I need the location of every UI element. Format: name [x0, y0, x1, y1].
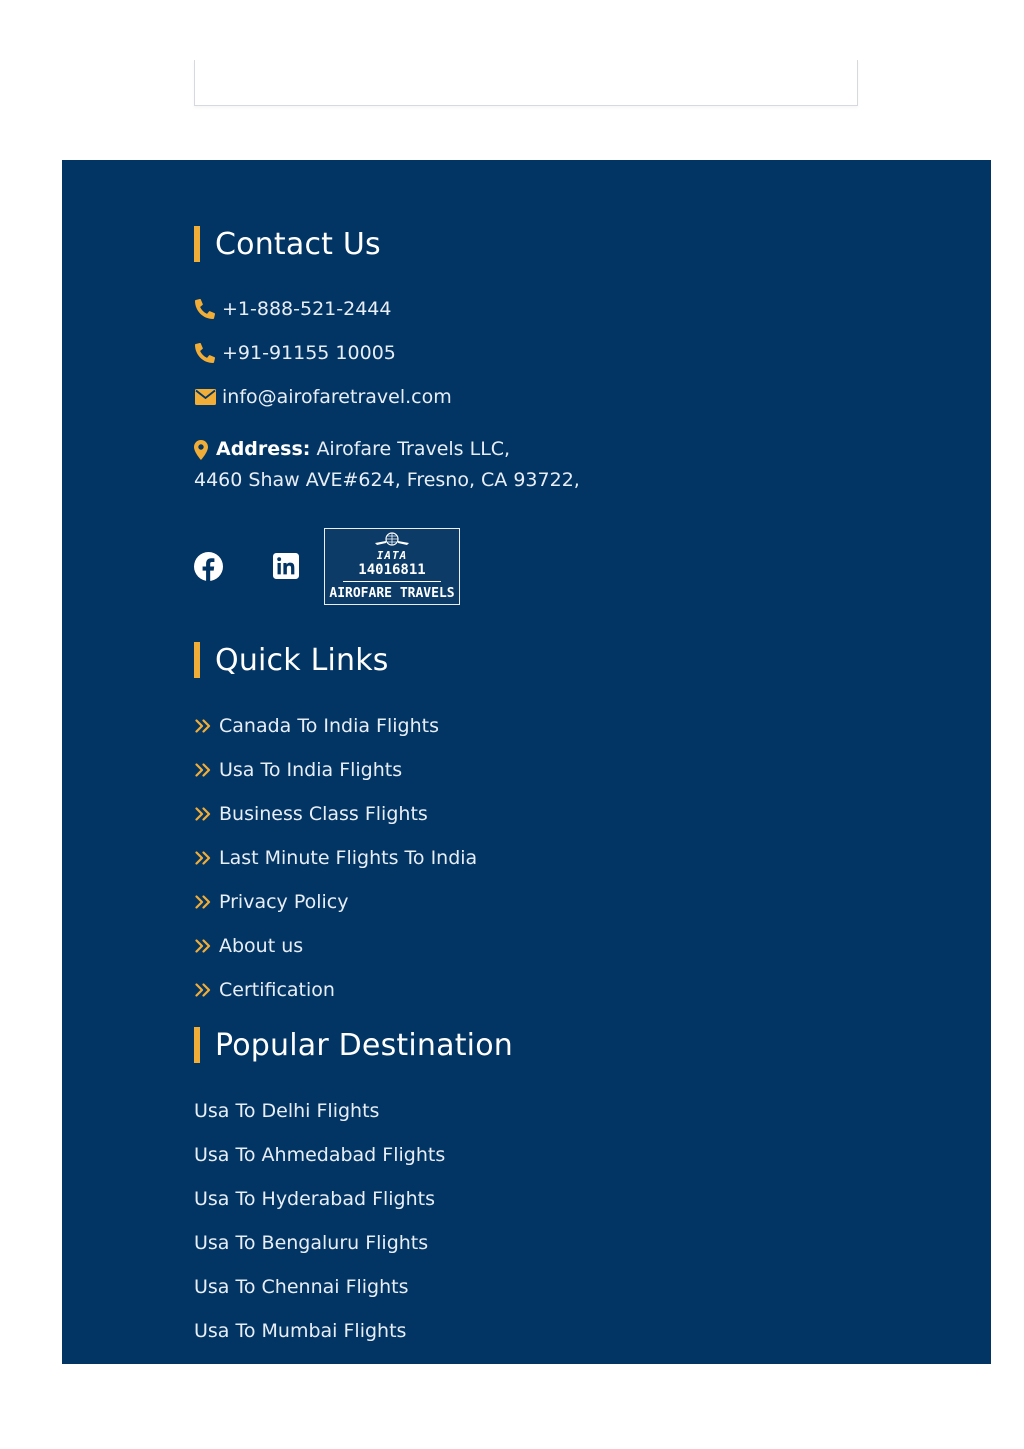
address-line-1: Airofare Travels LLC, [316, 438, 511, 460]
quick-link-label: About us [219, 935, 304, 957]
phone-link-2[interactable] [194, 340, 396, 366]
double-chevron-right-icon [194, 937, 212, 955]
double-chevron-right-icon [194, 893, 212, 911]
destination-link[interactable]: Usa To Ahmedabad Flights [194, 1144, 446, 1166]
iata-accreditation-badge [324, 528, 460, 605]
quick-link-label: Business Class Flights [219, 803, 428, 825]
iata-code: 14016811 [358, 562, 426, 578]
double-chevron-right-icon [194, 717, 212, 735]
phone-number-1: +1-888-521-2444 [222, 298, 392, 320]
phone-icon [194, 342, 216, 364]
popular-destination-heading-text: Popular Destination [215, 1027, 513, 1063]
double-chevron-right-icon [194, 849, 212, 867]
map-marker-icon [194, 440, 212, 460]
iata-logo-word: IATA [376, 549, 408, 562]
quick-link-label: Last Minute Flights To India [219, 847, 478, 869]
destination-link[interactable]: Usa To Bengaluru Flights [194, 1232, 429, 1254]
address-label: Address: [216, 438, 311, 460]
destination-link[interactable]: Usa To Delhi Flights [194, 1100, 380, 1122]
envelope-icon [194, 386, 216, 408]
contact-heading-text: Contact Us [215, 226, 381, 262]
quick-links-heading [194, 640, 389, 680]
quick-link-label: Certification [219, 979, 335, 1001]
contact-heading [194, 224, 381, 264]
quick-link-item[interactable] [194, 933, 303, 959]
quick-link-label: Canada To India Flights [219, 715, 439, 737]
phone-icon [194, 298, 216, 320]
top-content-card [194, 60, 858, 106]
destination-link[interactable]: Usa To Mumbai Flights [194, 1320, 407, 1342]
double-chevron-right-icon [194, 761, 212, 779]
heading-accent-bar [194, 1027, 200, 1063]
heading-accent-bar [194, 642, 200, 678]
quick-link-item[interactable] [194, 713, 439, 739]
quick-links-heading-text: Quick Links [215, 642, 389, 678]
phone-link-1[interactable] [194, 296, 391, 322]
popular-destination-heading [194, 1025, 513, 1065]
phone-number-2: +91-91155 10005 [222, 342, 396, 364]
facebook-icon[interactable] [193, 551, 223, 581]
quick-link-item[interactable] [194, 889, 348, 915]
email-address: info@airofaretravel.com [222, 386, 452, 408]
double-chevron-right-icon [194, 981, 212, 999]
quick-link-item[interactable] [194, 977, 335, 1003]
social-row [194, 528, 494, 608]
destination-link[interactable]: Usa To Chennai Flights [194, 1276, 409, 1298]
quick-link-item[interactable] [194, 801, 428, 827]
quick-link-item[interactable] [194, 845, 477, 871]
heading-accent-bar [194, 226, 200, 262]
site-footer [62, 160, 991, 1364]
address-block [194, 434, 580, 496]
email-link[interactable] [194, 384, 452, 410]
linkedin-icon[interactable] [271, 551, 301, 581]
double-chevron-right-icon [194, 805, 212, 823]
badge-divider [343, 581, 441, 582]
quick-link-label: Usa To India Flights [219, 759, 403, 781]
destination-link[interactable]: Usa To Hyderabad Flights [194, 1188, 436, 1210]
iata-brand-name: AIROFARE TRAVELS [329, 586, 455, 601]
quick-link-label: Privacy Policy [219, 891, 349, 913]
quick-link-item[interactable] [194, 757, 402, 783]
address-line-2: 4460 Shaw AVE#624, Fresno, CA 93722, [194, 469, 580, 491]
